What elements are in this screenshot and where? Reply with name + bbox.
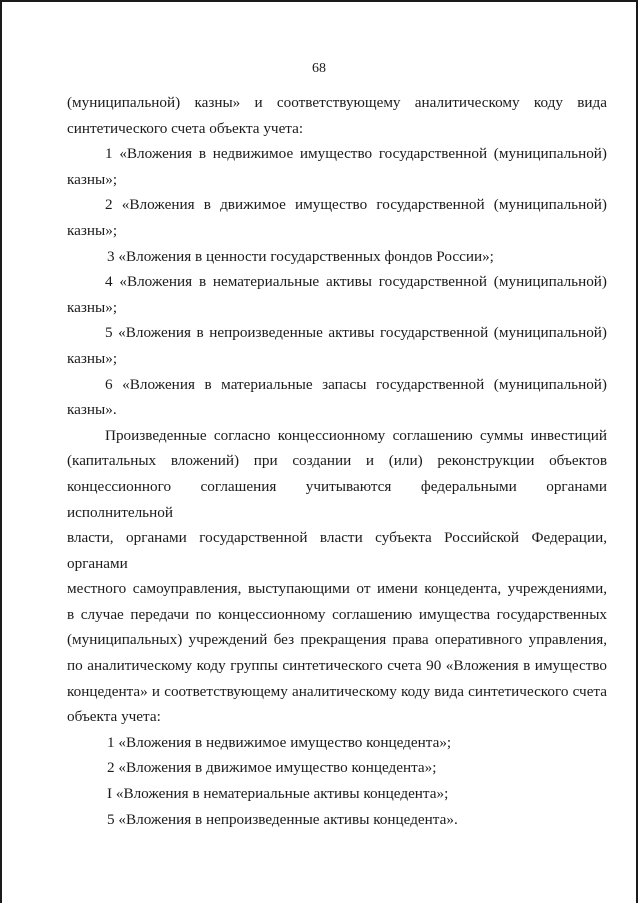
text-line-l3: 3 «Вложения в ценности государственных фондов России»; bbox=[107, 247, 494, 265]
text-line-l1a: 1 «Вложения в недвижимое имущество государственной (муниципальной) bbox=[105, 145, 607, 163]
text-line-m5: местного самоуправления, выступающими от имени концедента, учреждениями, bbox=[67, 580, 607, 598]
page-number: 68 bbox=[312, 61, 326, 76]
text-line-l1b: казны»; bbox=[67, 170, 118, 188]
text-line-m6: в случае передачи по концессионному соглашению имущества государственных bbox=[67, 605, 607, 623]
text-line-l2b: казны»; bbox=[67, 221, 118, 239]
text-line-l5b: казны»; bbox=[67, 349, 118, 367]
text-line-m9: концедента» и соответствующему аналитическому коду вида синтетического счета bbox=[67, 682, 607, 700]
text-line-l2a: 2 «Вложения в движимое имущество государственной (муниципальной) bbox=[105, 196, 607, 214]
text-line-m8: по аналитическому коду группы синтетического счета 90 «Вложения в имущество bbox=[67, 657, 607, 675]
text-line-p0b: синтетического счета объекта учета: bbox=[67, 119, 304, 137]
text-line-p0a: (муниципальной) казны» и соответствующему аналитическому коду вида bbox=[67, 94, 607, 111]
text-line-l5a: 5 «Вложения в непроизведенные активы государственной (муниципальной) bbox=[105, 324, 607, 342]
text-line-k4: 5 «Вложения в непроизведенные активы концедента». bbox=[107, 810, 458, 828]
text-line-l6b: казны». bbox=[67, 401, 117, 419]
text-line-m3: концессионного соглашения учитываются федеральными органами исполнительной bbox=[67, 477, 607, 521]
text-line-k1: 1 «Вложения в недвижимое имущество концедента»; bbox=[107, 733, 452, 751]
text-line-k3: I «Вложения в нематериальные активы концедента»; bbox=[107, 785, 449, 803]
text-line-k2: 2 «Вложения в движимое имущество концедента»; bbox=[107, 759, 437, 777]
text-line-m2: (капитальных вложений) при создании и (или) реконструкции объектов bbox=[67, 452, 607, 470]
text-line-m4: власти, органами государственной власти субъекта Российской Федерации, органами bbox=[67, 529, 607, 572]
text-line-m10: объекта учета: bbox=[67, 708, 161, 726]
text-line-m1: Произведенные согласно концессионному соглашению суммы инвестиций bbox=[105, 426, 607, 444]
text-line-m7: (муниципальных) учреждений без прекращения права оперативного управления, bbox=[67, 631, 607, 649]
text-line-l4a: 4 «Вложения в нематериальные активы государственной (муниципальной) bbox=[105, 273, 607, 291]
text-line-l6a: 6 «Вложения в материальные запасы государственной (муниципальной) bbox=[105, 375, 607, 393]
text-line-l4b: казны»; bbox=[67, 298, 118, 316]
document-body bbox=[67, 90, 607, 832]
